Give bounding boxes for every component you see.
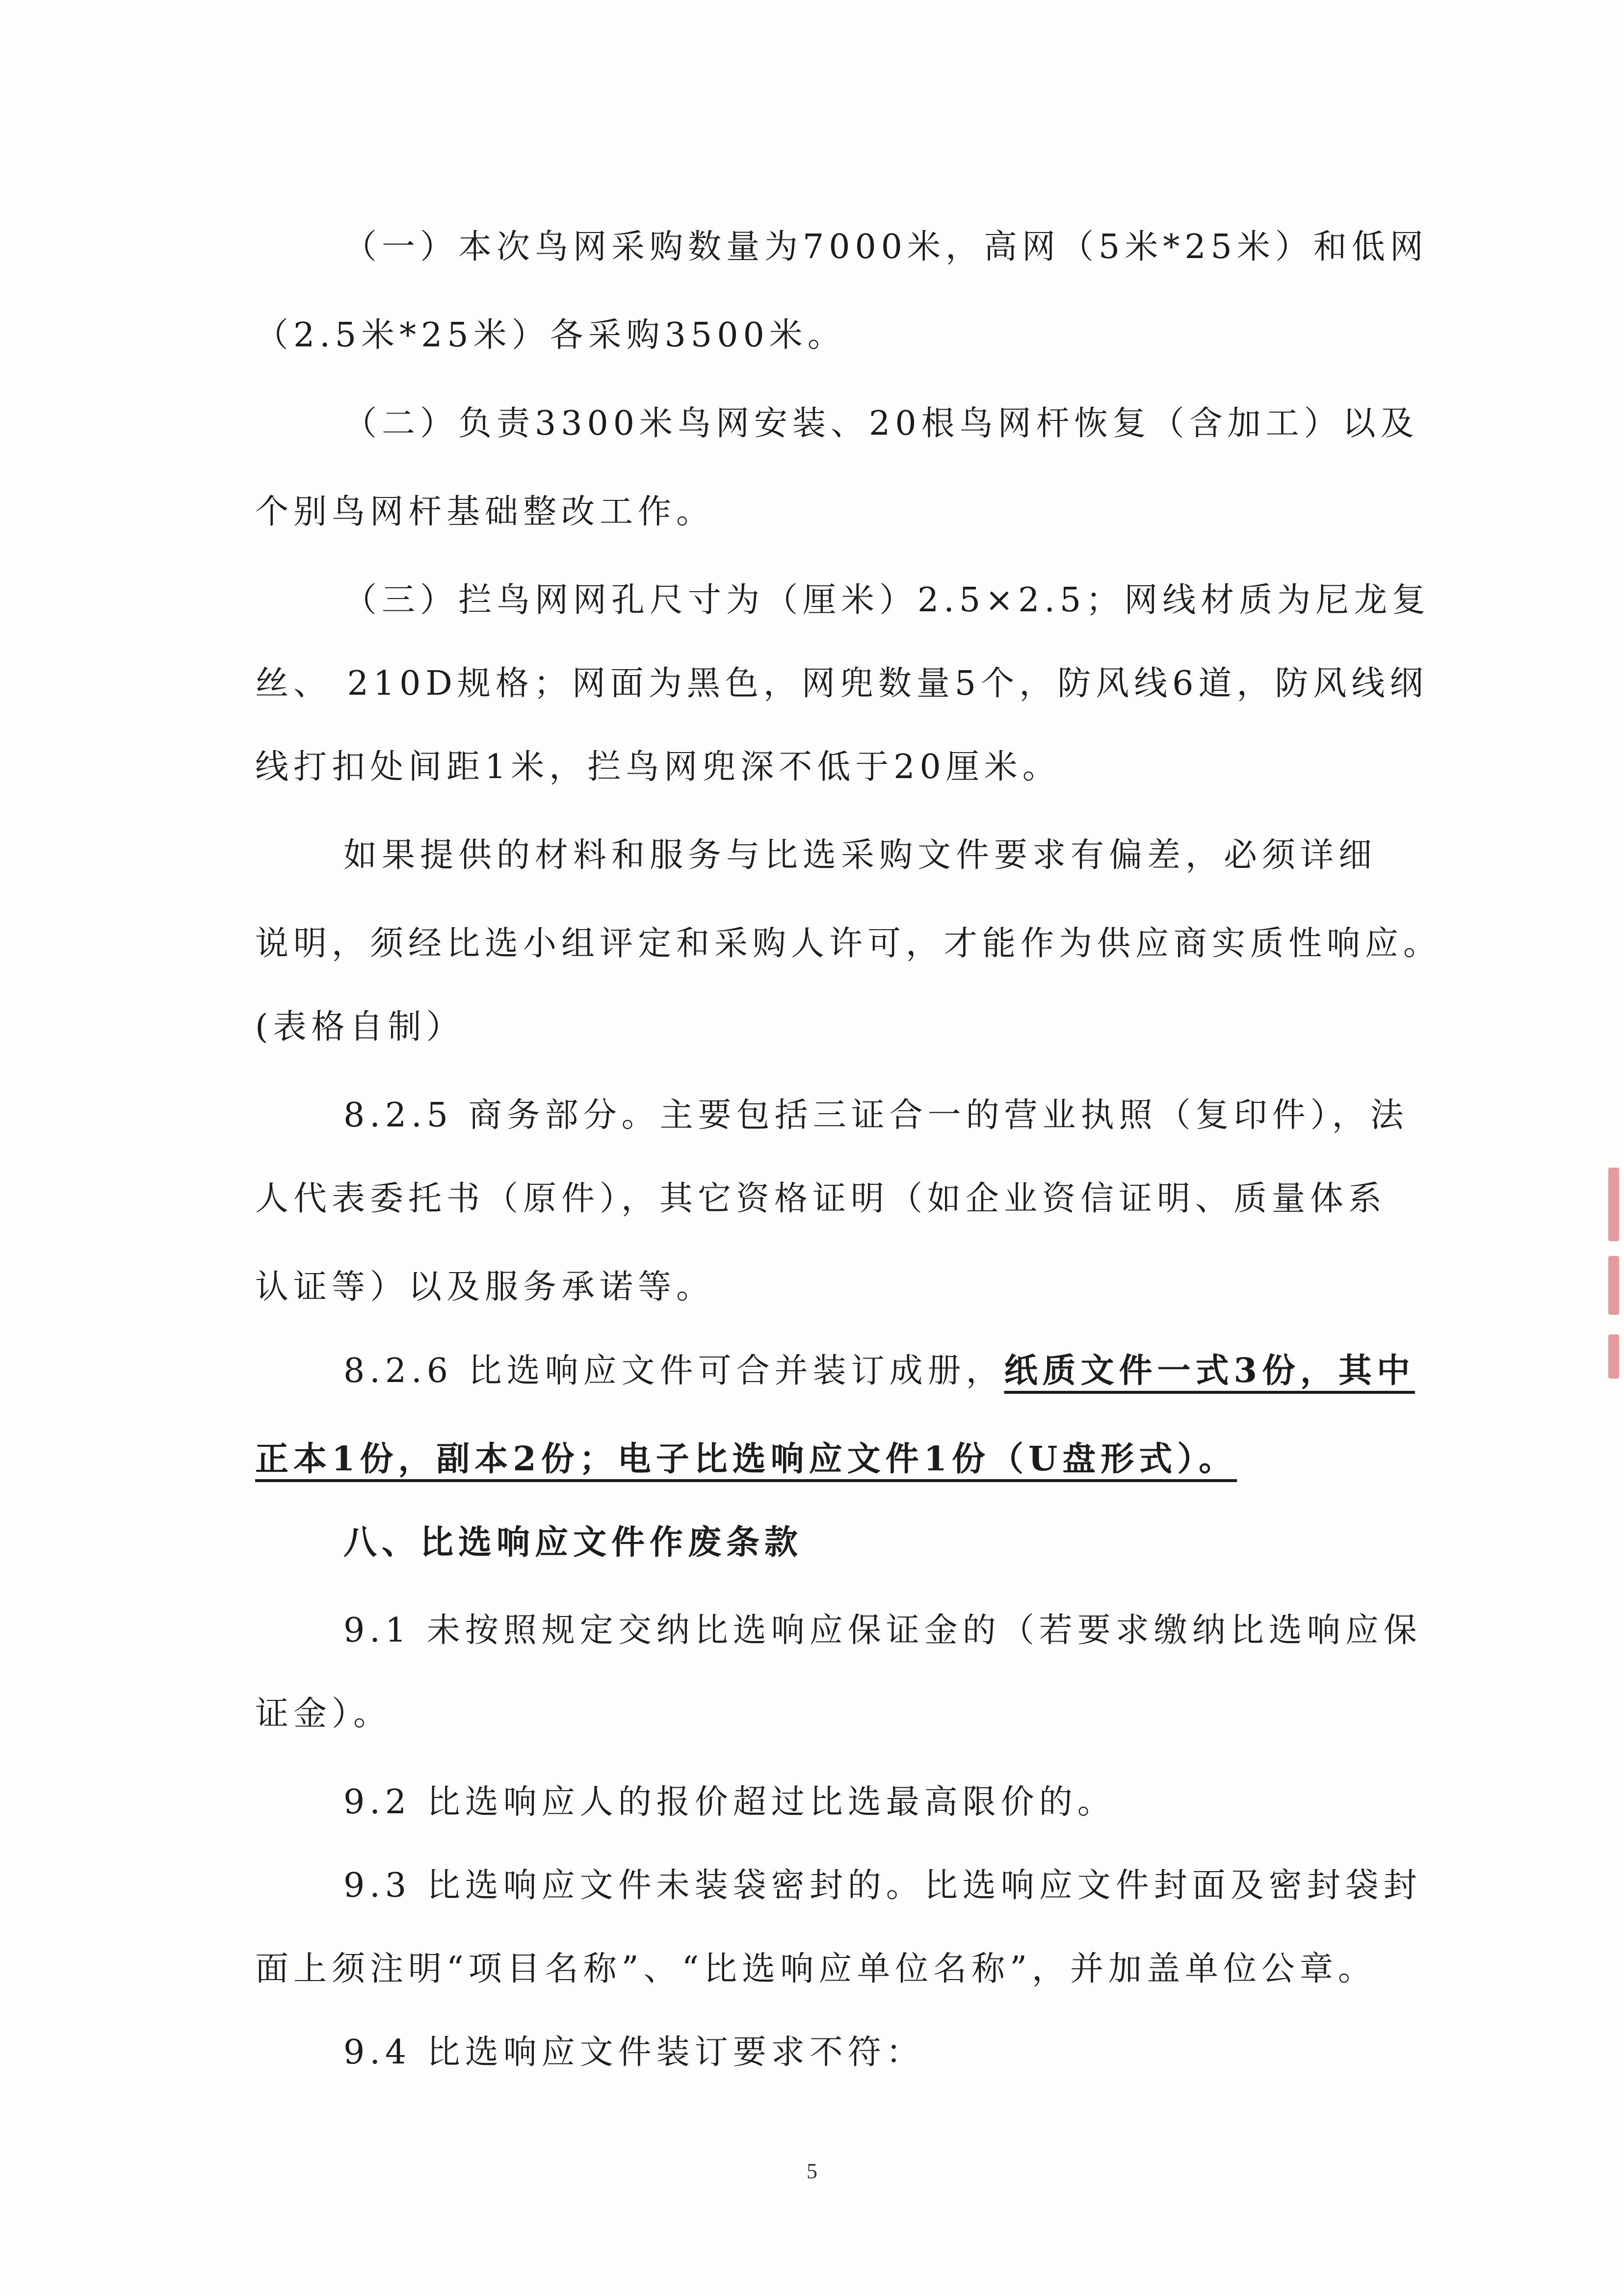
clause-line: 9.2 比选响应人的报价超过比选最高限价的。 [343, 1783, 1116, 1822]
para-line: （2.5米*25米）各采购3500米。 [255, 316, 846, 355]
para-line: 丝、 210D规格；网面为黑色，网兜数量5个，防风线6道，防风线纲 [255, 664, 1428, 703]
para-826-line2: 正本1份，副本2份；电子比选响应文件1份（U盘形式）。 [255, 1439, 1237, 1479]
clause-line: 9.3 比选响应文件未装袋密封的。比选响应文件封面及密封袋封 [343, 1866, 1422, 1905]
para-826-underlined: 纸质文件一式3份，其中 [1004, 1351, 1415, 1390]
section-heading: 八、比选响应文件作废条款 [343, 1523, 803, 1562]
para-line: （三）拦鸟网网孔尺寸为（厘米）2.5×2.5；网线材质为尼龙复 [343, 581, 1431, 620]
seal-edge-mark [1608, 1168, 1619, 1241]
para-line: （一）本次鸟网采购数量为7000米，高网（5米*25米）和低网 [343, 228, 1428, 266]
clause-line: 面上须注明“项目名称”、“比选响应单位名称”，并加盖单位公章。 [255, 1950, 1377, 1988]
para-line: 人代表委托书（原件），其它资格证明（如企业资信证明、质量体系 [255, 1179, 1387, 1218]
clause-line: 9.4 比选响应文件装订要求不符： [343, 2033, 924, 2072]
para-826-plain: 8.2.6 比选响应文件可合并装订成册， [343, 1352, 1004, 1390]
para-line: 8.2.5 商务部分。主要包括三证合一的营业执照（复印件），法 [343, 1096, 1409, 1135]
para-line: 认证等）以及服务承诺等。 [255, 1268, 715, 1306]
para-line: （二）负责3300米鸟网安装、20根鸟网杆恢复（含加工）以及 [343, 404, 1419, 443]
clause-line: 证金）。 [255, 1695, 392, 1733]
seal-edge-mark [1608, 1256, 1619, 1315]
para-826-line1 [343, 1351, 1415, 1390]
page-number: 5 [807, 2159, 817, 2183]
para-line: (表格自制） [255, 1008, 465, 1046]
para-line: 线打扣处间距1米，拦鸟网兜深不低于20厘米。 [255, 748, 1061, 786]
para-line: 如果提供的材料和服务与比选采购文件要求有偏差，必须详细 [343, 836, 1377, 875]
seal-edge-mark [1608, 1334, 1619, 1379]
clause-line: 9.1 未按照规定交纳比选响应保证金的（若要求缴纳比选响应保 [343, 1611, 1422, 1650]
para-line: 个别鸟网杆基础整改工作。 [255, 493, 715, 531]
para-line: 说明，须经比选小组评定和采购人许可，才能作为供应商实质性响应。 [255, 924, 1442, 963]
